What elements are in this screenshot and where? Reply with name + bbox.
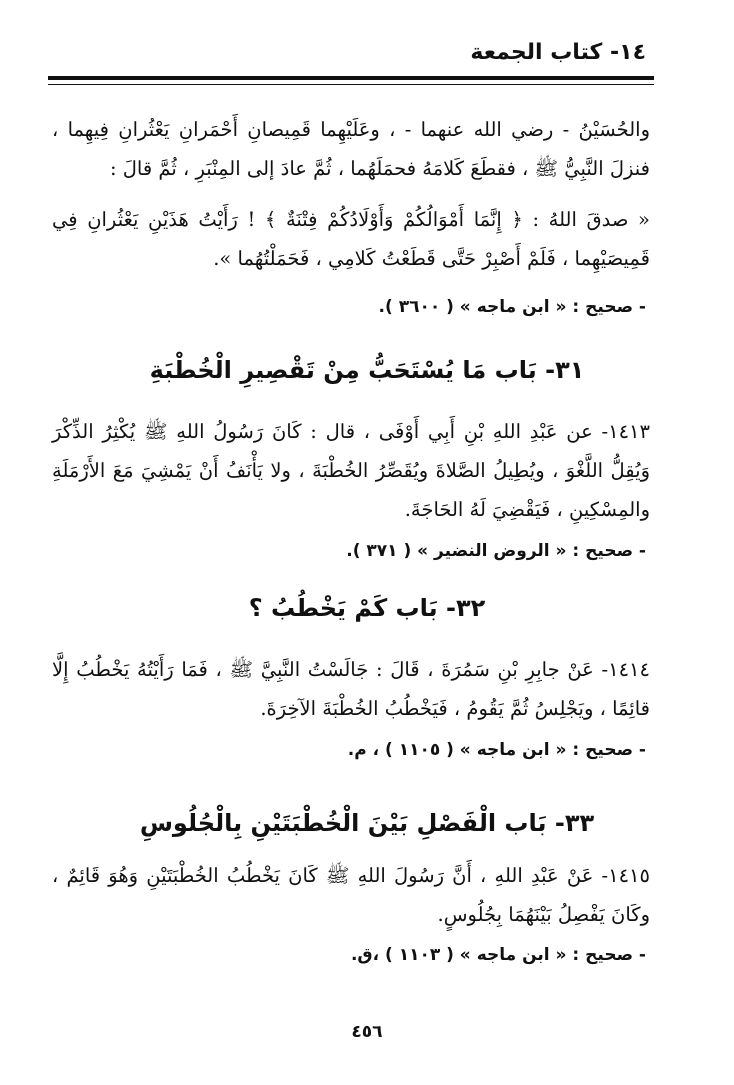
chapter-heading-33: ٣٣- بَاب الْفَصْلِ بَيْنَ الْخُطْبَتَيْنِ بِالْجُلُوسِ [139, 809, 595, 837]
page-number: ٤٥٦ [351, 1022, 383, 1042]
chapter-heading-31: ٣١- بَاب مَا يُسْتَحَبُّ مِنْ تَقْصِيرِ الْخُطْبَةِ [149, 356, 585, 384]
hadith-1414-paragraph: ١٤١٤- عَنْ جابِرِ بْنِ سَمُرَةَ ، قَالَ : جَالَسْتُ النَّبِيَّ ﷺ ، فَمَا رَأَيْتُهُ يَخْطُبُ إِلَّا قائِمًا ، ويَجْلِسُ ثُمَّ يَقُومُ ، فَيَخْطُبُ الخُطْبَةَ الآخِرَةَ. [52, 658, 650, 720]
chapter-heading-32: ٣٢- بَاب كَمْ يَخْطُبُ ؟ [248, 594, 486, 622]
grading-note-3: - صحيح : « ابن ماجه » ( ١١٠٥ ) ، م. [347, 740, 646, 760]
hadith-1413-paragraph: ١٤١٣- عن عَبْدِ اللهِ بْنِ أَبِي أَوْفَى ، قال : كَانَ رَسُولُ اللهِ ﷺ يُكْثِرُ الذِّكْرَ وَيُقِلُّ اللَّغْوَ ، ويُطِيلُ الصَّلاةَ ويُقَصِّرُ الخُطْبَةَ ، ولا يَأْنَفُ أَنْ يَمْشِيَ مَعَ الأَرْمَلَةِ والمِسْكِينِ ، فَيَقْضِيَ لَهُ الحَاجَةَ. [52, 420, 650, 521]
running-head-title: ١٤- كتاب الجمعة [470, 40, 646, 65]
hadith-continuation-paragraph: والحُسَيْنُ - رضي الله عنهما - ، وعَلَيْهِما قَمِيصانِ أَحْمَرانِ يَعْثُرانِ فِيهِما ، فنزلَ النَّبِيُّ ﷺ ، فقطَعَ كَلامَهُ فحمَلَهُما ، ثُمَّ عادَ إلى المِنْبَرِ ، ثُمَّ قالَ : [52, 118, 650, 180]
grading-note-1: - صحيح : « ابن ماجه » ( ٣٦٠٠ ). [378, 297, 646, 317]
header-rule-thick [48, 76, 654, 80]
hadith-quote-paragraph: « صدقَ اللهُ : ﴿ إِنَّمَا أَمْوَالُكُمْ وَأَوْلَادُكُمْ فِتْنَةٌ ﴾ ! رَأَيْتُ هَذَيْنِ يَعْثُرانِ فِي قَمِيصَيْهِما ، فَلَمْ أَصْبِرْ حَتَّى قَطَعْتُ كَلامِي ، فَحَمَلْتُهُما ». [52, 208, 650, 270]
grading-note-2: - صحيح : « الروض النضير » ( ٣٧١ ). [346, 541, 646, 561]
grading-note-4: - صحيح : « ابن ماجه » ( ١١٠٣ ) ،ق. [350, 945, 646, 965]
hadith-1415-paragraph: ١٤١٥- عَنْ عَبْدِ اللهِ ، أَنَّ رَسُولَ اللهِ ﷺ كَانَ يَخْطُبُ الخُطْبَتَيْنِ وَهُوَ قَائِمٌ ، وكَانَ يَفْصِلُ بَيْنَهُمَا بِجُلُوسٍ. [52, 864, 650, 926]
header-rule-thin [48, 84, 654, 85]
